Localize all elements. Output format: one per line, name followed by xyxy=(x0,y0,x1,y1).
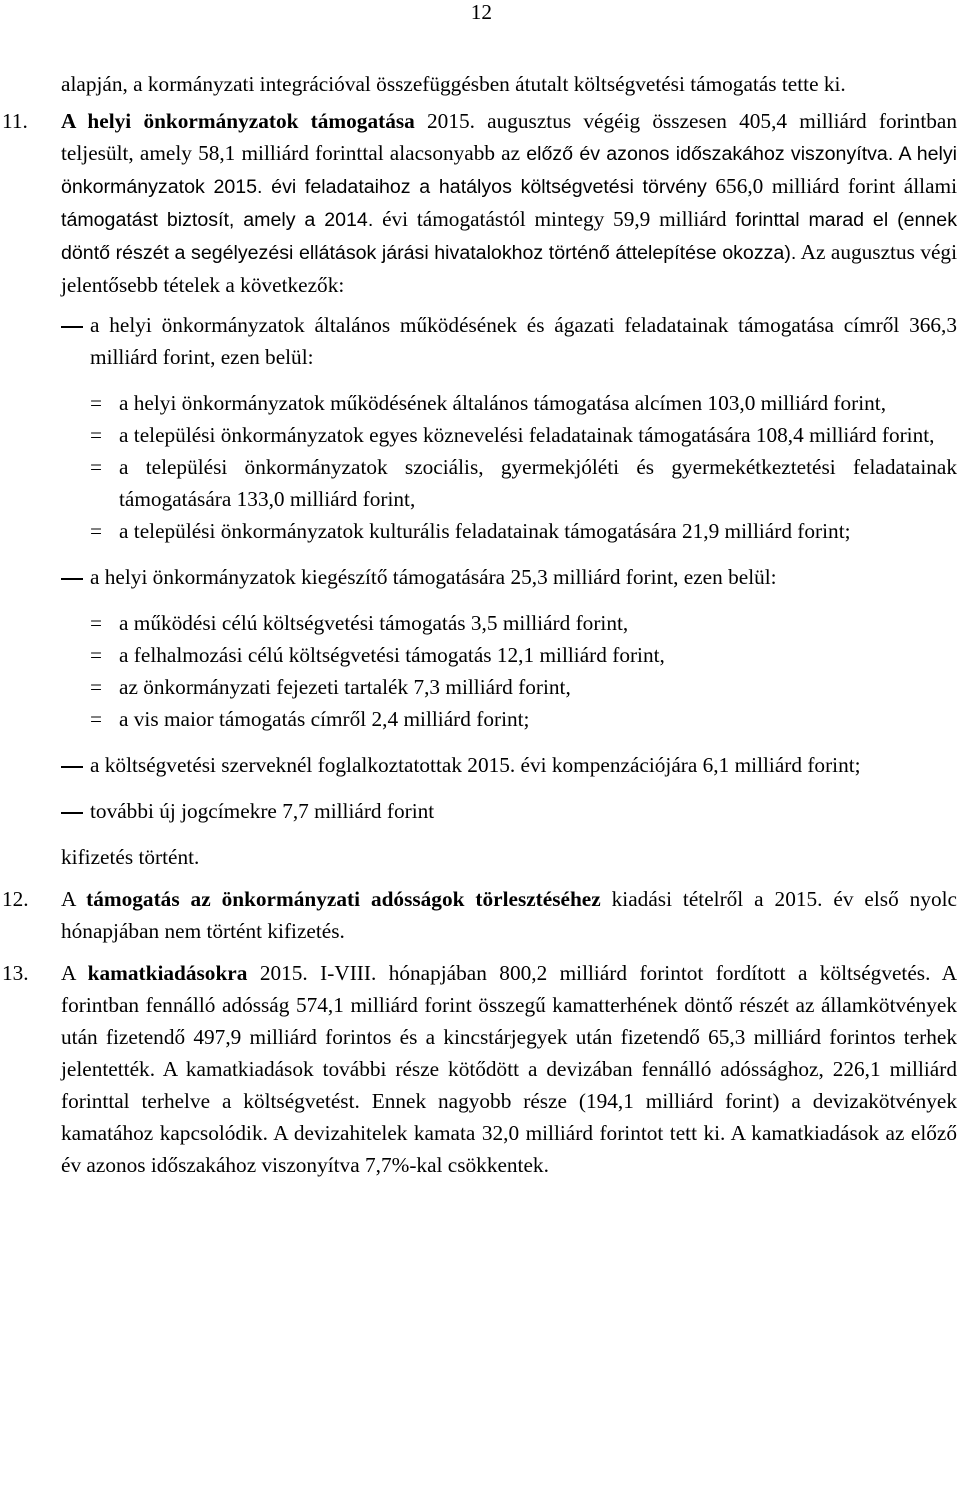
list-item-text: a helyi önkormányzatok működésének általános támogatása alcímen 103,0 milliárd forint, xyxy=(119,391,887,415)
section-11-closing: kifizetés történt. xyxy=(61,845,200,869)
list-item xyxy=(90,703,957,735)
equals-bullet: = xyxy=(90,519,103,543)
intro-paragraph: alapján, a kormányzati integrációval összefüggésben átutalt költségvetési támogatás tette ki. xyxy=(61,72,846,96)
text-run: támogatást biztosít, amely a 2014. xyxy=(61,209,374,231)
text-run: évi támogatástól mintegy 59,9 milliárd xyxy=(382,207,727,231)
list-item xyxy=(90,795,957,827)
list-item xyxy=(90,387,957,419)
section-number: 12. xyxy=(2,887,29,911)
list-item xyxy=(90,515,957,547)
text-run: előző év azonos időszakához viszonyítva. A helyi önkormányzatok 2015. évi feladataihoz a hatályos költségvetési törvény xyxy=(61,143,957,198)
list-item-text: további új jogcímekre 7,7 milliárd forint xyxy=(90,799,435,823)
list-item-text: a felhalmozási célú költségvetési támogatás 12,1 milliárd forint, xyxy=(119,643,665,667)
text-run: kiadási tételről a 2015. év első nyolc hónapjában nem történt kifizetés. xyxy=(61,887,957,943)
sub-list xyxy=(61,387,957,547)
text-run: 656,0 milliárd forint állami xyxy=(715,174,958,198)
text-run: A xyxy=(61,961,76,985)
text-run: A xyxy=(61,887,76,911)
text-run: forinttal marad el (ennek döntő részét a segélyezési ellátások járási hivatalokhoz történő áttelepítése okozza). xyxy=(61,209,957,264)
list-item xyxy=(90,671,957,703)
list-item xyxy=(90,561,957,593)
equals-bullet: = xyxy=(90,391,103,415)
list-item xyxy=(90,419,957,451)
list-item-text: a települési önkormányzatok egyes köznevelési feladatainak támogatására 108,4 milliárd forint, xyxy=(119,423,935,447)
equals-bullet: = xyxy=(90,643,103,667)
list-item-text: a költségvetési szerveknél foglalkoztatottak 2015. évi kompenzációjára 6,1 milliárd forint; xyxy=(90,753,861,777)
page-number: 12 xyxy=(470,0,492,24)
section-11 xyxy=(2,105,958,873)
list-item xyxy=(90,309,957,373)
list-item-text: a helyi önkormányzatok kiegészítő támogatására 25,3 milliárd forint, ezen belül: xyxy=(90,565,777,589)
list-item-text: a helyi önkormányzatok általános működésének és ágazati feladatainak támogatása címről 366,3 milliárd forint, ezen belül: xyxy=(90,313,957,369)
list-item-text: a települési önkormányzatok kulturális feladatainak támogatására 21,9 milliárd forint; xyxy=(119,519,851,543)
list-item xyxy=(90,607,957,639)
list-item-text: a működési célú költségvetési támogatás 3,5 milliárd forint, xyxy=(119,611,629,635)
section-11-paragraph xyxy=(61,105,957,301)
list-item-text: a települési önkormányzatok szociális, gyermekjóléti és gyermekétkeztetési feladatainak támogatására 133,0 milliárd forint, xyxy=(119,455,957,511)
equals-bullet: = xyxy=(90,707,103,731)
text-run: 2015. augusztus végéig összesen 405,4 milliárd forintban teljesült, amely 58,1 milliárd forinttal alacsonyabb az xyxy=(61,109,957,165)
sub-list xyxy=(61,607,957,735)
text-run: 2015. I-VIII. hónapjában 800,2 milliárd forintot fordított a költségvetés. A forintban fennálló adósság 574,1 milliárd forint összegű kamatterhének döntő részét az államkötvények után fizetendő 497,9 milliárd forintos és a kincstárjegyek után fizetendő 65,3 milliárd forintos terhek jelentették. A kamatkiadások további része kötődött a devizában fennálló adóssághoz, 226,1 milliárd forinttal terhelve a költségvetést. Ennek nagyobb része (194,1 milliárd forint) a devizakötvények kamatához kapcsolódik. A devizahitelek kamata 32,0 milliárd forintot tett ki. A kamatkiadások az előző év azonos időszakához viszonyítva 7,7%-kal csökkentek. xyxy=(61,961,958,1177)
section-number: 11. xyxy=(2,109,28,133)
section-12 xyxy=(2,883,957,947)
section-13-paragraph xyxy=(61,957,957,1181)
list-item-text: a vis maior támogatás címről 2,4 milliárd forint; xyxy=(119,707,530,731)
equals-bullet: = xyxy=(90,455,103,479)
document-body xyxy=(2,68,958,1181)
list-item-text: az önkormányzati fejezeti tartalék 7,3 milliárd forint, xyxy=(119,675,571,699)
section-12-paragraph xyxy=(61,883,957,947)
list-item xyxy=(90,749,957,781)
section-13 xyxy=(2,957,958,1181)
equals-bullet: = xyxy=(90,423,103,447)
equals-bullet: = xyxy=(90,675,103,699)
list-item xyxy=(90,639,957,671)
section-number: 13. xyxy=(2,961,29,985)
section-12-lead: támogatás az önkormányzati adósságok törlesztéséhez xyxy=(86,887,601,911)
section-11-lead: A helyi önkormányzatok támogatása xyxy=(61,109,415,133)
text-run: Az augusztus végi jelentősebb tételek a következők: xyxy=(61,240,957,297)
section-13-lead: kamatkiadásokra xyxy=(87,961,248,985)
list-item xyxy=(90,451,957,515)
equals-bullet: = xyxy=(90,611,103,635)
